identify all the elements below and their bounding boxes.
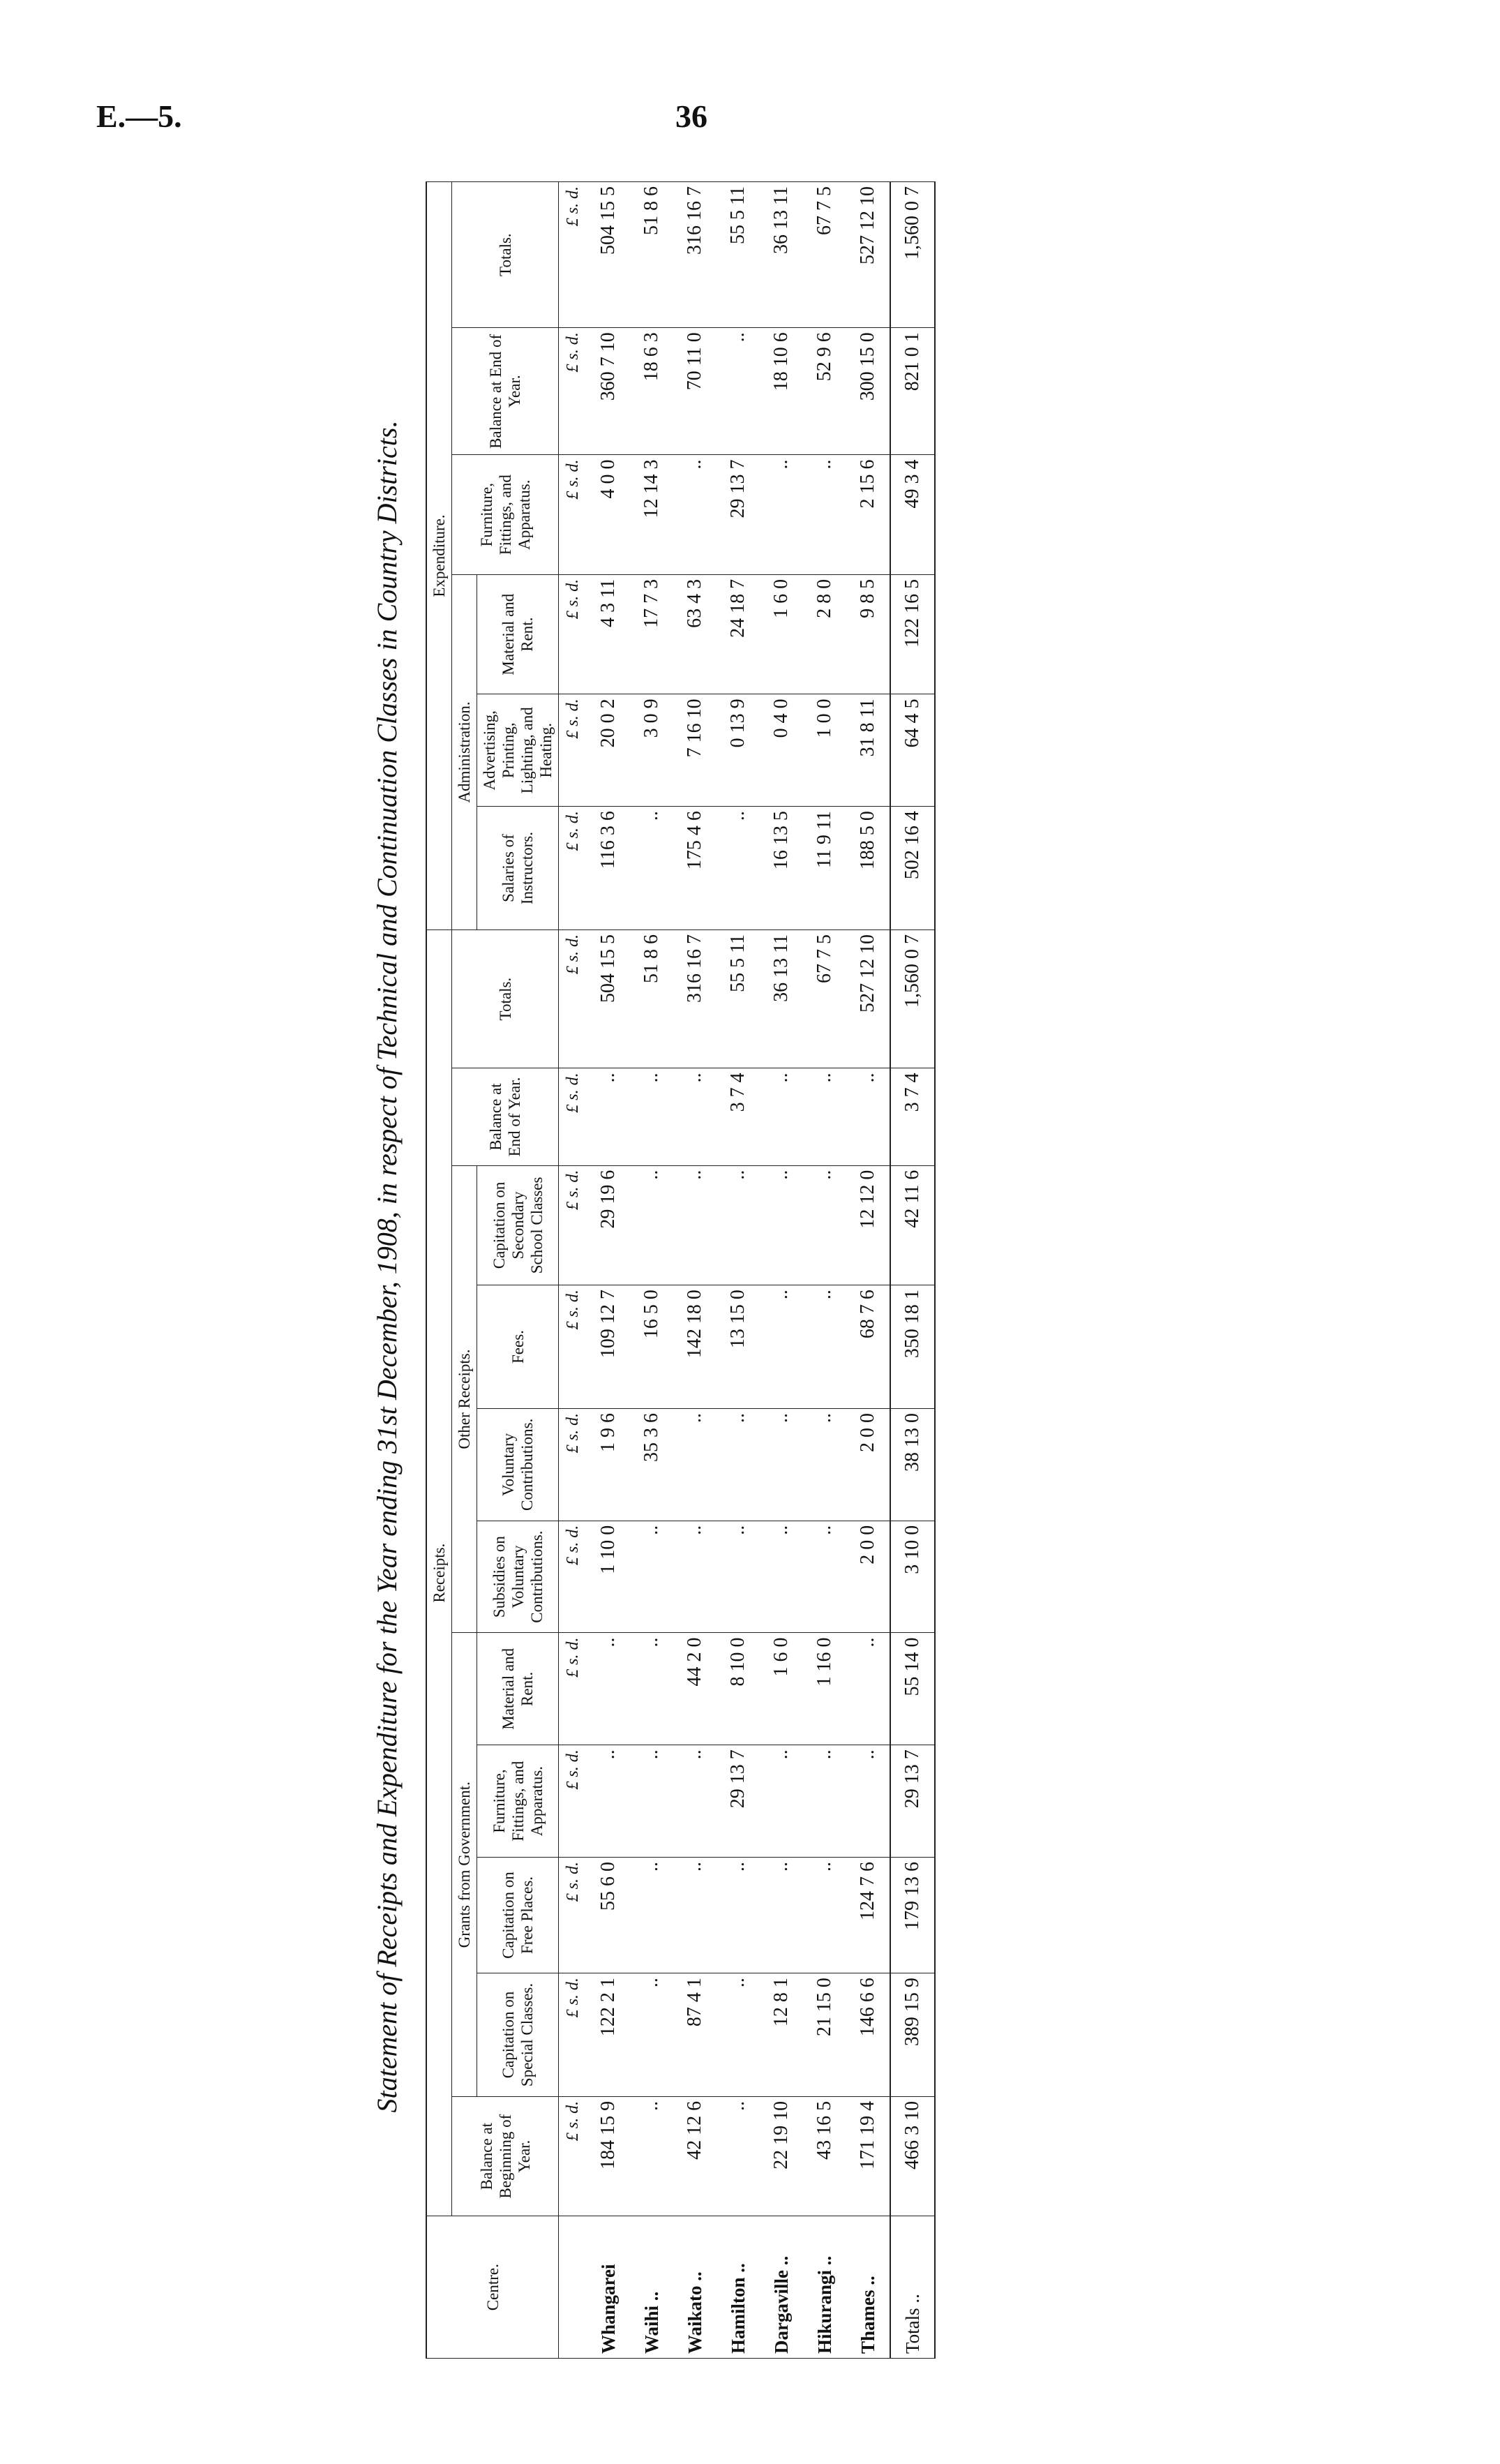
header-material-rent-exp: Material and Rent. bbox=[477, 574, 559, 694]
table-cell: .. bbox=[717, 1408, 760, 1521]
header-balance-end-receipts: Balance at End of Year. bbox=[452, 1068, 559, 1165]
table-row bbox=[846, 182, 890, 2359]
table-cell: 1 10 0 bbox=[587, 1521, 630, 1633]
table-cell: .. bbox=[803, 455, 846, 574]
table-cell: .. bbox=[760, 1857, 803, 1973]
table-cell: 1,560 0 7 bbox=[890, 182, 935, 328]
table-cell: .. bbox=[717, 1165, 760, 1285]
table-cell: 466 3 10 bbox=[890, 2096, 935, 2216]
table-cell: 24 18 7 bbox=[717, 574, 760, 694]
table-cell: 44 2 0 bbox=[673, 1633, 717, 1745]
table-cell: 29 13 7 bbox=[890, 1745, 935, 1858]
table-cell: 70 11 0 bbox=[673, 328, 717, 455]
table-cell: 31 8 11 bbox=[846, 694, 890, 807]
table-cell: .. bbox=[630, 1521, 673, 1633]
table-cell: 527 12 10 bbox=[846, 182, 890, 328]
table-cell: 63 4 3 bbox=[673, 574, 717, 694]
table-row bbox=[717, 182, 760, 2359]
table-cell: 0 13 9 bbox=[717, 694, 760, 807]
table-cell: 20 0 2 bbox=[587, 694, 630, 807]
table-cell: 36 13 11 bbox=[760, 929, 803, 1068]
table-cell: 16 5 0 bbox=[630, 1285, 673, 1409]
table-cell: 122 2 1 bbox=[587, 1973, 630, 2097]
table-cell: 16 13 5 bbox=[760, 807, 803, 930]
units-row bbox=[559, 182, 587, 2359]
header-subsidies: Subsidies on Voluntary Contributions. bbox=[477, 1521, 559, 1633]
table-cell: 22 19 10 bbox=[760, 2096, 803, 2216]
table-cell: .. bbox=[717, 1973, 760, 2097]
units-cell: £ s. d. bbox=[559, 1165, 587, 1285]
table-cell: 360 7 10 bbox=[587, 328, 630, 455]
table-cell: .. bbox=[673, 1745, 717, 1858]
table-cell: 67 7 5 bbox=[803, 929, 846, 1068]
table-cell: .. bbox=[630, 1973, 673, 2097]
units-cell: £ s. d. bbox=[559, 807, 587, 930]
table-cell: 389 15 9 bbox=[890, 1973, 935, 2097]
table-cell: 4 0 0 bbox=[587, 455, 630, 574]
table-cell: .. bbox=[760, 1285, 803, 1409]
table-cell: 18 6 3 bbox=[630, 328, 673, 455]
table-cell: 12 14 3 bbox=[630, 455, 673, 574]
table-cell: 11 9 11 bbox=[803, 807, 846, 930]
header-furniture-exp: Furniture, Fittings, and Apparatus. bbox=[452, 455, 559, 574]
table-cell: 64 4 5 bbox=[890, 694, 935, 807]
table-cell: .. bbox=[630, 1857, 673, 1973]
table-cell: .. bbox=[717, 1857, 760, 1973]
table-cell: .. bbox=[630, 807, 673, 930]
table-cell: .. bbox=[803, 1745, 846, 1858]
units-centre-cell bbox=[559, 2216, 587, 2359]
table-cell: 55 14 0 bbox=[890, 1633, 935, 1745]
table-cell: 142 18 0 bbox=[673, 1285, 717, 1409]
header-expenditure: Expenditure. bbox=[426, 182, 452, 930]
table-cell: 42 12 6 bbox=[673, 2096, 717, 2216]
header-advertising: Advertising, Printing, Lighting, and Heating. bbox=[477, 694, 559, 807]
units-cell: £ s. d. bbox=[559, 2096, 587, 2216]
header-voluntary: Voluntary Contributions. bbox=[477, 1408, 559, 1521]
table-cell: 124 7 6 bbox=[846, 1857, 890, 1973]
table-row-centre: Waikato .. bbox=[673, 2216, 717, 2359]
table-cell: 55 5 11 bbox=[717, 182, 760, 328]
table-cell: 1 6 0 bbox=[760, 574, 803, 694]
table-cell: 179 13 6 bbox=[890, 1857, 935, 1973]
table-row-centre: Thames .. bbox=[846, 2216, 890, 2359]
header-receipts: Receipts. bbox=[426, 929, 452, 2216]
units-cell: £ s. d. bbox=[559, 1521, 587, 1633]
table-row bbox=[587, 182, 630, 2359]
header-material-rent-grant: Material and Rent. bbox=[477, 1633, 559, 1745]
table-cell: 12 12 0 bbox=[846, 1165, 890, 1285]
table-row-centre: Dargaville .. bbox=[760, 2216, 803, 2359]
table-row bbox=[803, 182, 846, 2359]
table-cell: 175 4 6 bbox=[673, 807, 717, 930]
header-capitation-free: Capitation on Free Places. bbox=[477, 1857, 559, 1973]
table-cell: 527 12 10 bbox=[846, 929, 890, 1068]
table-cell: .. bbox=[673, 1521, 717, 1633]
receipts-expenditure-table bbox=[426, 181, 936, 2359]
table-cell: 188 5 0 bbox=[846, 807, 890, 930]
table-cell: 3 7 4 bbox=[890, 1068, 935, 1165]
table-cell: .. bbox=[630, 1633, 673, 1745]
totals-row bbox=[890, 182, 935, 2359]
table-row-centre: Whangarei bbox=[587, 2216, 630, 2359]
page-number: 36 bbox=[675, 98, 707, 134]
page-reference: E.—5. bbox=[96, 98, 182, 134]
table-cell: 3 0 9 bbox=[630, 694, 673, 807]
table-cell: .. bbox=[717, 807, 760, 930]
table-cell: 8 10 0 bbox=[717, 1633, 760, 1745]
header-salaries: Salaries of Instructors. bbox=[477, 807, 559, 930]
table-row bbox=[760, 182, 803, 2359]
table-cell: .. bbox=[673, 1068, 717, 1165]
rotated-content bbox=[370, 174, 1067, 2359]
table-body bbox=[559, 182, 936, 2359]
table-cell: 29 19 6 bbox=[587, 1165, 630, 1285]
table-cell: .. bbox=[587, 1068, 630, 1165]
table-cell: 67 7 5 bbox=[803, 182, 846, 328]
units-cell: £ s. d. bbox=[559, 694, 587, 807]
header-administration: Administration. bbox=[452, 574, 477, 929]
table-cell: .. bbox=[760, 1521, 803, 1633]
table-cell: 35 3 6 bbox=[630, 1408, 673, 1521]
table-cell: 146 6 6 bbox=[846, 1973, 890, 2097]
header-totals-receipts: Totals. bbox=[452, 929, 559, 1068]
table-cell: 87 4 1 bbox=[673, 1973, 717, 2097]
header-balance-end-exp: Balance at End of Year. bbox=[452, 328, 559, 455]
units-cell: £ s. d. bbox=[559, 328, 587, 455]
table-cell: 2 15 6 bbox=[846, 455, 890, 574]
table-cell: 1 6 0 bbox=[760, 1633, 803, 1745]
table-row-centre: Hamilton .. bbox=[717, 2216, 760, 2359]
table-cell: .. bbox=[760, 1408, 803, 1521]
table-cell: 55 5 11 bbox=[717, 929, 760, 1068]
table-cell: .. bbox=[717, 2096, 760, 2216]
table-cell: .. bbox=[760, 455, 803, 574]
table-cell: 350 18 1 bbox=[890, 1285, 935, 1409]
table-cell: 122 16 5 bbox=[890, 574, 935, 694]
table-cell: .. bbox=[803, 1068, 846, 1165]
table-cell: 29 13 7 bbox=[717, 455, 760, 574]
table-cell: 184 15 9 bbox=[587, 2096, 630, 2216]
table-cell: .. bbox=[630, 2096, 673, 2216]
table-cell: 17 7 3 bbox=[630, 574, 673, 694]
table-cell: 2 0 0 bbox=[846, 1408, 890, 1521]
units-cell: £ s. d. bbox=[559, 1408, 587, 1521]
table-row-centre: Hikurangi .. bbox=[803, 2216, 846, 2359]
table-cell: 300 15 0 bbox=[846, 328, 890, 455]
table-cell: .. bbox=[673, 455, 717, 574]
table-cell: .. bbox=[803, 1165, 846, 1285]
table-cell: 12 8 1 bbox=[760, 1973, 803, 2097]
table-cell: 109 12 7 bbox=[587, 1285, 630, 1409]
table-row-centre: Waihi .. bbox=[630, 2216, 673, 2359]
table-cell: 2 0 0 bbox=[846, 1521, 890, 1633]
table-cell: 4 3 11 bbox=[587, 574, 630, 694]
units-cell: £ s. d. bbox=[559, 1285, 587, 1409]
header-capitation-secondary: Capitation on Secondary School Classes bbox=[477, 1165, 559, 1285]
table-title: Statement of Receipts and Expenditure for the Year ending 31st December, 1908, in respect of Technical and Continuation Classes in Country Districts. bbox=[371, 420, 403, 2113]
table-cell: .. bbox=[587, 1633, 630, 1745]
table-cell: 13 15 0 bbox=[717, 1285, 760, 1409]
header-centre: Centre. bbox=[426, 2216, 559, 2359]
header-capitation-special: Capitation on Special Classes. bbox=[477, 1973, 559, 2097]
table-cell: 9 8 5 bbox=[846, 574, 890, 694]
table-cell: 0 4 0 bbox=[760, 694, 803, 807]
table-cell: 116 3 6 bbox=[587, 807, 630, 930]
table-cell: .. bbox=[673, 1857, 717, 1973]
table-cell: .. bbox=[760, 1745, 803, 1858]
units-cell: £ s. d. bbox=[559, 1973, 587, 2097]
table-cell: 52 9 6 bbox=[803, 328, 846, 455]
table-cell: .. bbox=[630, 1165, 673, 1285]
table-cell: .. bbox=[587, 1745, 630, 1858]
units-cell: £ s. d. bbox=[559, 1068, 587, 1165]
table-cell: 7 16 10 bbox=[673, 694, 717, 807]
table-cell: 3 7 4 bbox=[717, 1068, 760, 1165]
totals-row-centre: Totals .. bbox=[890, 2216, 935, 2359]
table-cell: 68 7 6 bbox=[846, 1285, 890, 1409]
units-cell: £ s. d. bbox=[559, 182, 587, 328]
table-cell: 821 0 1 bbox=[890, 328, 935, 455]
header-grants-government: Grants from Government. bbox=[452, 1633, 477, 2096]
table-cell: 18 10 6 bbox=[760, 328, 803, 455]
table-cell: .. bbox=[803, 1521, 846, 1633]
table-cell: .. bbox=[803, 1857, 846, 1973]
table-cell: 38 13 0 bbox=[890, 1408, 935, 1521]
table-cell: .. bbox=[630, 1068, 673, 1165]
table-cell: .. bbox=[673, 1408, 717, 1521]
header-furniture-grant: Furniture, Fittings, and Apparatus. bbox=[477, 1745, 559, 1858]
header-totals-exp: Totals. bbox=[452, 182, 559, 328]
table-cell: 51 8 6 bbox=[630, 929, 673, 1068]
table-cell: 55 6 0 bbox=[587, 1857, 630, 1973]
units-cell: £ s. d. bbox=[559, 1745, 587, 1858]
table-cell: 43 16 5 bbox=[803, 2096, 846, 2216]
table-cell: .. bbox=[760, 1068, 803, 1165]
table-cell: 502 16 4 bbox=[890, 807, 935, 930]
table-cell: .. bbox=[803, 1285, 846, 1409]
table-cell: .. bbox=[846, 1745, 890, 1858]
table-cell: 42 11 6 bbox=[890, 1165, 935, 1285]
table-cell: 2 8 0 bbox=[803, 574, 846, 694]
table-row bbox=[673, 182, 717, 2359]
table-cell: 49 3 4 bbox=[890, 455, 935, 574]
table-cell: .. bbox=[760, 1165, 803, 1285]
table-cell: 1 9 6 bbox=[587, 1408, 630, 1521]
table-cell: .. bbox=[717, 1521, 760, 1633]
table-cell: 29 13 7 bbox=[717, 1745, 760, 1858]
units-cell: £ s. d. bbox=[559, 1633, 587, 1745]
table-cell: 171 19 4 bbox=[846, 2096, 890, 2216]
header-other-receipts: Other Receipts. bbox=[452, 1165, 477, 1633]
units-cell: £ s. d. bbox=[559, 1857, 587, 1973]
table-cell: .. bbox=[717, 328, 760, 455]
table-cell: .. bbox=[846, 1068, 890, 1165]
table-cell: 316 16 7 bbox=[673, 929, 717, 1068]
table-cell: 36 13 11 bbox=[760, 182, 803, 328]
table-cell: 316 16 7 bbox=[673, 182, 717, 328]
table-cell: 1 16 0 bbox=[803, 1633, 846, 1745]
table-cell: 1,560 0 7 bbox=[890, 929, 935, 1068]
units-cell: £ s. d. bbox=[559, 574, 587, 694]
table-cell: 504 15 5 bbox=[587, 182, 630, 328]
table-cell: .. bbox=[846, 1633, 890, 1745]
table-cell: .. bbox=[630, 1745, 673, 1858]
table-cell: 51 8 6 bbox=[630, 182, 673, 328]
units-cell: £ s. d. bbox=[559, 455, 587, 574]
header-balance-beginning: Balance at Beginning of Year. bbox=[452, 2096, 559, 2216]
table-cell: 504 15 5 bbox=[587, 929, 630, 1068]
header-fees: Fees. bbox=[477, 1285, 559, 1409]
table-cell: 21 15 0 bbox=[803, 1973, 846, 2097]
table-cell: 3 10 0 bbox=[890, 1521, 935, 1633]
table-row bbox=[630, 182, 673, 2359]
table-cell: 1 0 0 bbox=[803, 694, 846, 807]
table-cell: .. bbox=[673, 1165, 717, 1285]
table-cell: .. bbox=[803, 1408, 846, 1521]
units-cell: £ s. d. bbox=[559, 929, 587, 1068]
